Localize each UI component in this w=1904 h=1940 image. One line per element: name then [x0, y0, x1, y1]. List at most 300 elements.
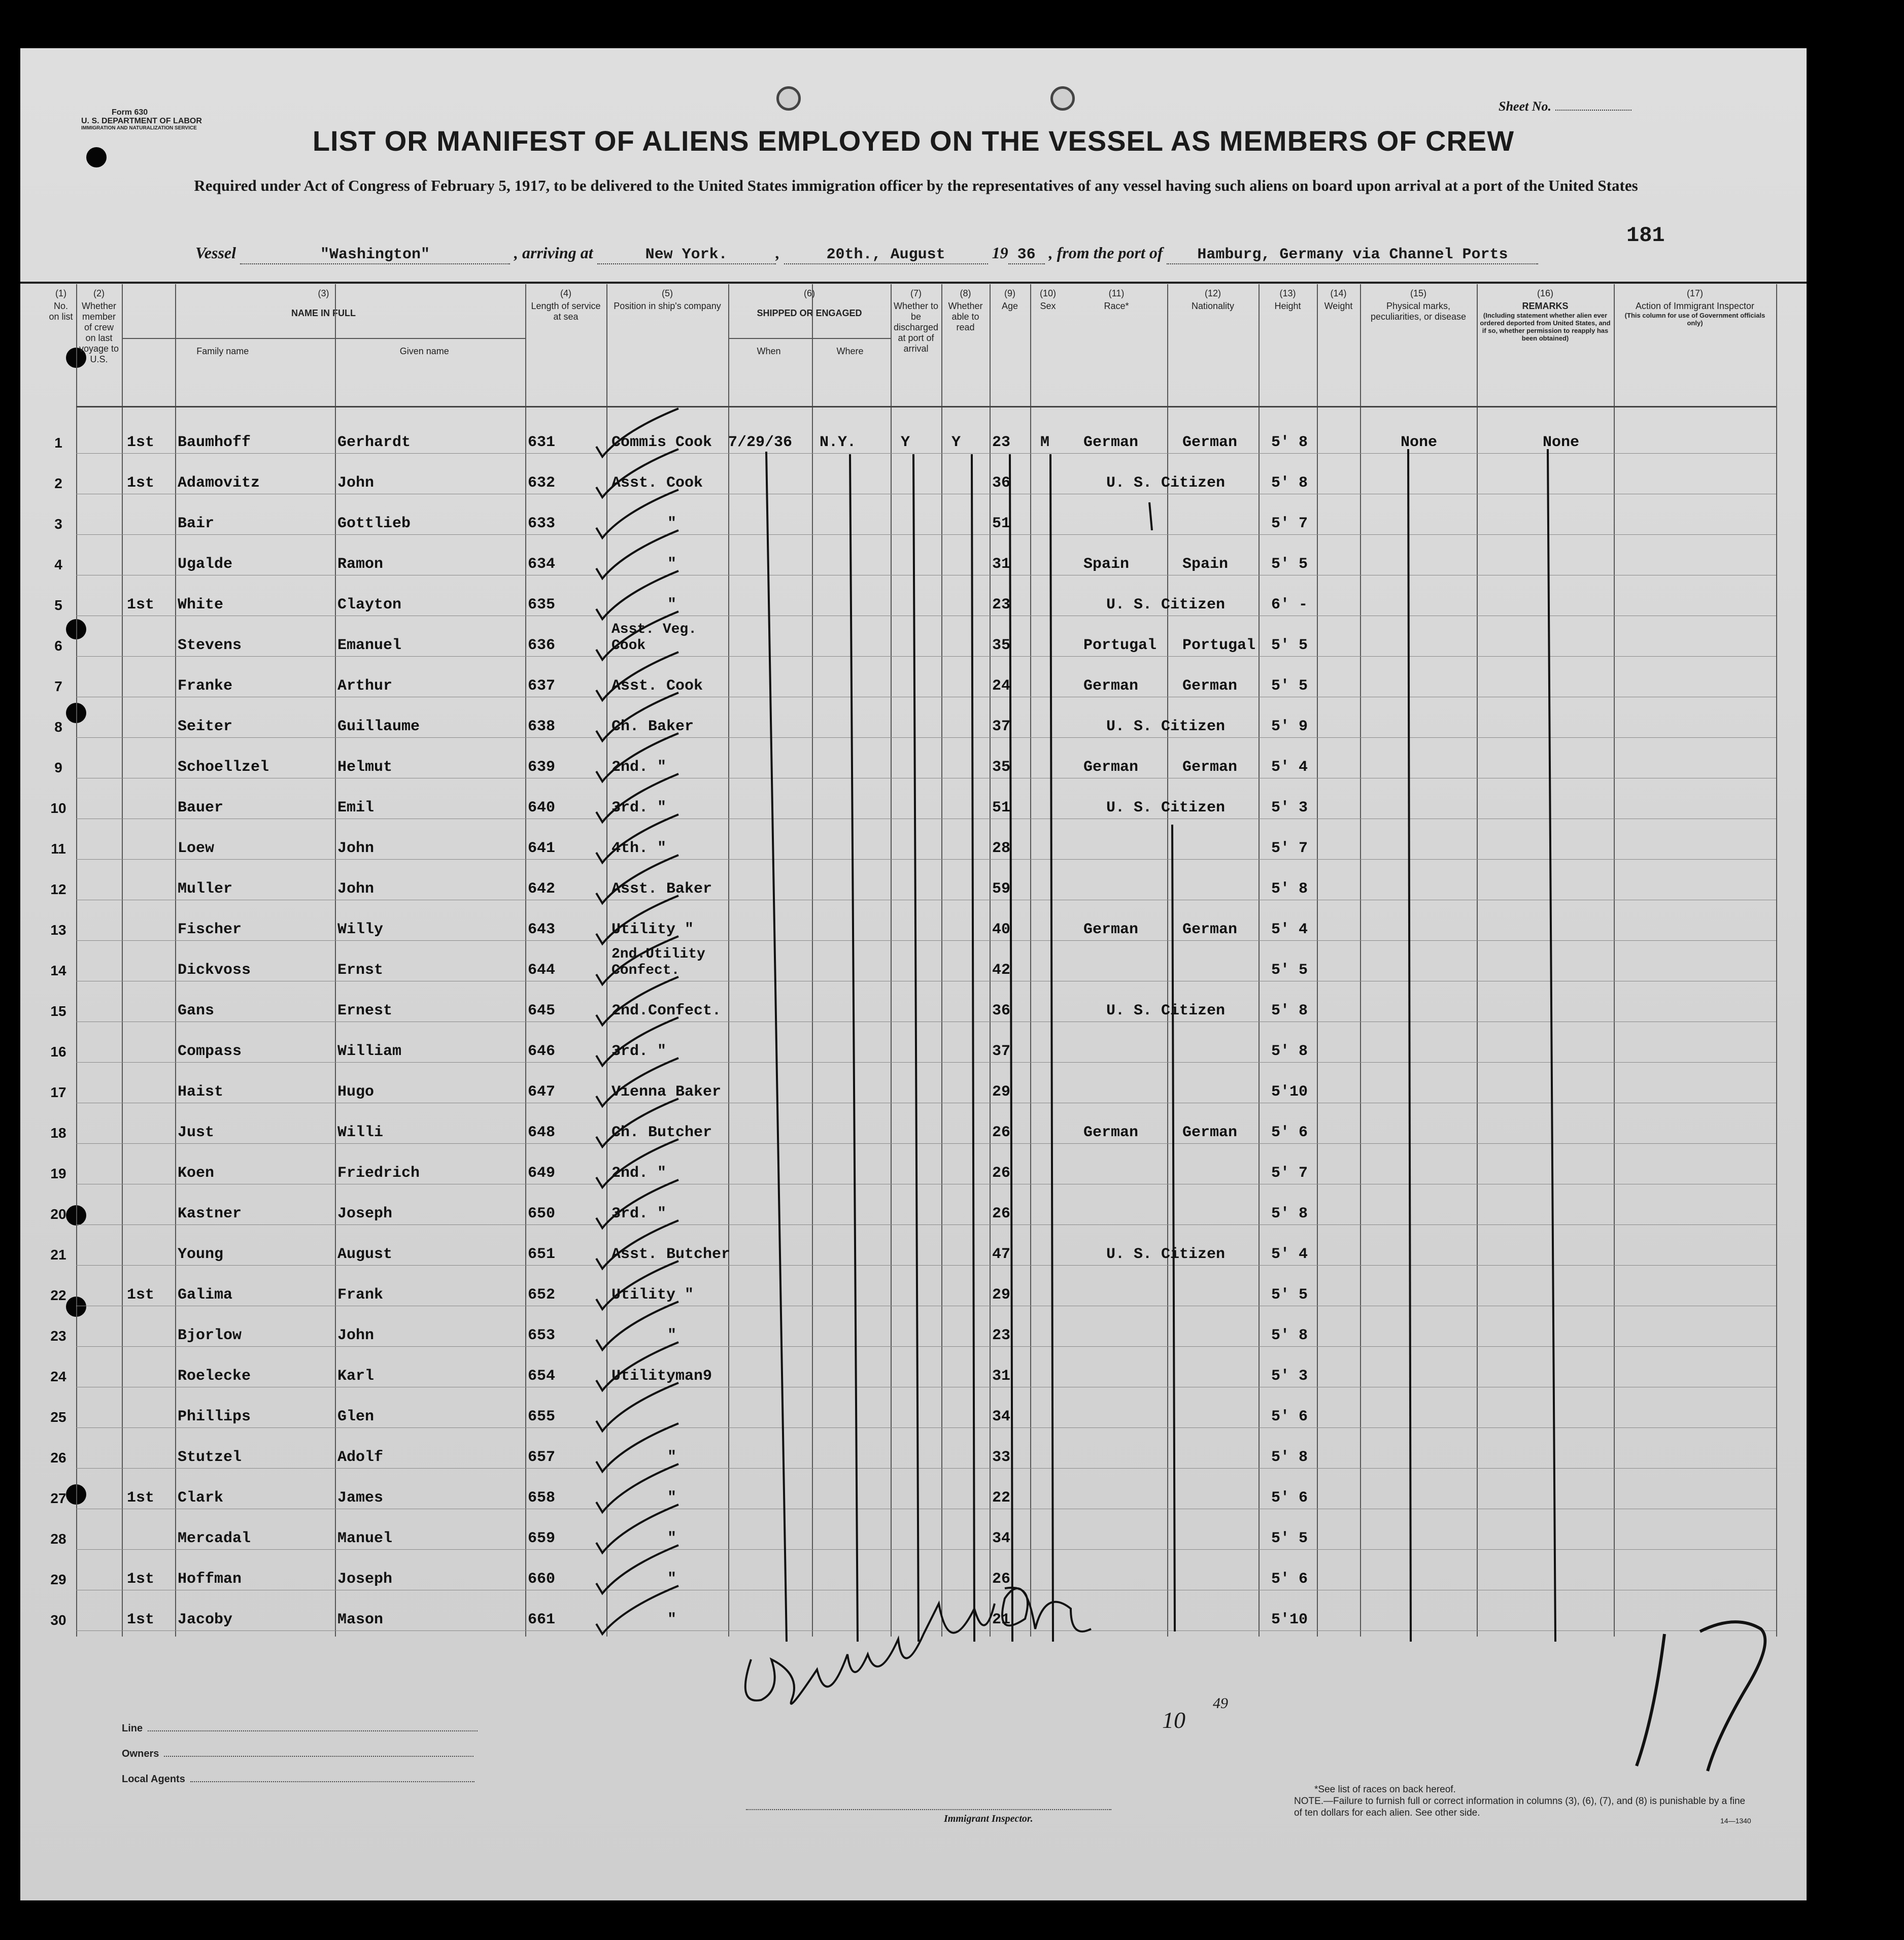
column-label: Whether to be discharged at port of arrival: [893, 301, 939, 354]
height-cell: 5' 3: [1271, 799, 1308, 816]
service-length-cell: 640: [528, 799, 556, 816]
column-number: (12): [1204, 288, 1221, 298]
service-length-cell: 632: [528, 474, 556, 492]
service-length-cell: 649: [528, 1165, 556, 1182]
height-cell: 5' 8: [1271, 1205, 1308, 1222]
height-cell: 5' 8: [1271, 1449, 1308, 1466]
row-number: 15: [50, 1003, 66, 1019]
column-number: (15): [1410, 288, 1426, 298]
race-nationality-cell: U. S. Citizen: [1106, 1246, 1226, 1263]
family-name-cell: Gans: [178, 1002, 215, 1019]
owners-field: Owners: [122, 1748, 473, 1760]
row-number: 2: [54, 475, 62, 491]
check-mark: [596, 1302, 678, 1350]
race-cell: German: [1083, 759, 1139, 776]
age-cell: 23: [992, 434, 1011, 451]
nationality-cell: German: [1182, 921, 1238, 938]
family-name-cell: Bair: [178, 515, 215, 532]
last-voyage-cell: 1st: [127, 596, 155, 614]
height-cell: 5' 5: [1271, 677, 1308, 695]
race-cell: Portugal: [1083, 637, 1157, 654]
column-number: (10): [1039, 288, 1056, 298]
family-name-cell: Just: [178, 1124, 215, 1141]
check-mark: [596, 1180, 678, 1228]
column-number: (4): [560, 288, 571, 298]
column-label: NAME IN FULL: [291, 308, 356, 318]
age-cell: 33: [992, 1449, 1011, 1466]
race-cell: Spain: [1083, 556, 1130, 573]
column-number: (9): [1004, 288, 1015, 298]
age-cell: 40: [992, 921, 1011, 938]
check-mark: [596, 977, 678, 1025]
race-nationality-cell: U. S. Citizen: [1106, 718, 1226, 735]
age-cell: 23: [992, 1327, 1011, 1344]
service-length-cell: 643: [528, 921, 556, 938]
family-name-cell: Koen: [178, 1165, 215, 1182]
column-number: (17): [1686, 288, 1703, 298]
height-cell: 5' 8: [1271, 880, 1308, 898]
service-length-cell: 638: [528, 718, 556, 735]
race-nationality-cell: U. S. Citizen: [1106, 596, 1226, 614]
age-cell: 24: [992, 677, 1011, 695]
column-label: Sex: [1040, 301, 1056, 311]
column-label: Physical marks, peculiarities, or disease: [1370, 301, 1467, 322]
age-cell: 35: [992, 759, 1011, 776]
page-subtitle: Required under Act of Congress of February 5, 1917, to be delivered to the United States immigration officer by the representatives of any vessel having such aliens on board upon arrival at a port of the United States: [194, 177, 1638, 194]
given-name-cell: Gottlieb: [337, 515, 411, 532]
row-number: 27: [50, 1490, 66, 1506]
family-name-cell: Fischer: [178, 921, 242, 938]
column-number: (16): [1537, 288, 1553, 298]
nationality-cell: German: [1182, 759, 1238, 776]
position-cell: ": [667, 1489, 677, 1507]
check-mark: [596, 1423, 678, 1472]
age-cell: 31: [992, 1368, 1011, 1385]
agents-field: Local Agents: [122, 1774, 474, 1785]
given-name-cell: Gerhardt: [337, 434, 411, 451]
check-mark: [596, 409, 678, 457]
row-number: 30: [50, 1612, 66, 1628]
age-cell: 34: [992, 1530, 1011, 1547]
given-name-cell: Ramon: [337, 556, 384, 573]
height-cell: 5' 8: [1271, 474, 1308, 492]
check-mark: [596, 733, 678, 781]
position-cell: Asst. Baker: [611, 880, 712, 898]
given-name-cell: Helmut: [337, 759, 393, 776]
check-mark: [596, 1139, 678, 1187]
position-cell: ": [667, 1327, 677, 1344]
row-number: 9: [54, 760, 62, 775]
family-name-cell: Phillips: [178, 1408, 251, 1425]
column-label: Height: [1274, 301, 1301, 311]
column-number: (2): [93, 288, 105, 298]
row-number: 24: [50, 1369, 66, 1384]
height-cell: 5' 8: [1271, 434, 1308, 451]
column-detail: (Including statement whether alien ever ordered deported from United States, and if so, whether permission to reapply has been obtained): [1480, 312, 1611, 342]
row-number: 7: [54, 678, 62, 694]
family-name-cell: Mercadal: [178, 1530, 251, 1547]
family-name-cell: Schoellzel: [178, 759, 269, 776]
age-cell: 23: [992, 596, 1011, 614]
arrival-year: 36: [1008, 246, 1045, 264]
arrival-date: 20th., August: [784, 246, 988, 264]
check-mark: [596, 1017, 678, 1066]
service-length-cell: 658: [528, 1489, 556, 1507]
position-cell: Utilityman9: [611, 1368, 712, 1385]
height-cell: 5' 8: [1271, 1043, 1308, 1060]
service-length-cell: 652: [528, 1286, 556, 1304]
age-cell: 26: [992, 1205, 1011, 1222]
handwritten-total-strokes: [1637, 1622, 1765, 1771]
nationality-cell: German: [1182, 677, 1238, 695]
position-cell: Asst. Butcher: [611, 1246, 731, 1263]
service-length-cell: 654: [528, 1368, 556, 1385]
row-number: 16: [50, 1044, 66, 1060]
column-label: Length of service at sea: [531, 301, 601, 322]
height-cell: 5' 8: [1271, 1327, 1308, 1344]
family-name-cell: Kastner: [178, 1205, 242, 1222]
age-cell: 26: [992, 1571, 1011, 1588]
race-nationality-cell: U. S. Citizen: [1106, 474, 1226, 492]
service-length-cell: 646: [528, 1043, 556, 1060]
family-name-cell: Young: [178, 1246, 224, 1263]
check-mark: [596, 814, 678, 863]
service-length-cell: 635: [528, 596, 556, 614]
age-cell: 37: [992, 1043, 1011, 1060]
age-cell: 35: [992, 637, 1011, 654]
family-name-cell: Hoffman: [178, 1571, 242, 1588]
vessel-line: Vessel "Washington" , arriving at New York. , 20th., August 19 36 , from the port of Hamburg, Germany via Channel Ports: [195, 244, 1538, 264]
given-name-cell: Adolf: [337, 1449, 384, 1466]
column-sublabel: Where: [836, 346, 864, 356]
position-cell: 3rd. ": [611, 1205, 667, 1222]
vessel-name: "Washington": [240, 246, 510, 264]
check-mark: [596, 1464, 678, 1512]
row-number: 23: [50, 1328, 66, 1344]
age-cell: 29: [992, 1286, 1011, 1304]
height-cell: 5' 3: [1271, 1368, 1308, 1385]
position-cell: ": [667, 1611, 677, 1628]
height-cell: 5' 6: [1271, 1571, 1308, 1588]
height-cell: 5' 6: [1271, 1124, 1308, 1141]
column-label: Whether able to read: [948, 301, 983, 332]
check-mark: [596, 1058, 678, 1106]
height-cell: 5'10: [1271, 1083, 1308, 1101]
row-number: 22: [50, 1287, 66, 1303]
column-label: Race*: [1104, 301, 1129, 311]
row-number: 5: [54, 597, 62, 613]
service-length-cell: 648: [528, 1124, 556, 1141]
check-mark: [596, 1342, 678, 1390]
column-label: Position in ship's company: [614, 301, 721, 311]
inspector-label: Immigrant Inspector.: [944, 1813, 1033, 1824]
position-cell: Utility ": [611, 921, 694, 938]
manifest-sheet: [20, 48, 1807, 1900]
service-length-cell: 653: [528, 1327, 556, 1344]
row-number: 12: [50, 881, 66, 897]
check-mark: [596, 652, 678, 700]
page-title: LIST OR MANIFEST OF ALIENS EMPLOYED ON THE VESSEL AS MEMBERS OF CREW: [312, 125, 1515, 157]
position-cell: Ch. Baker: [611, 718, 694, 735]
last-voyage-cell: 1st: [127, 1286, 155, 1304]
check-mark: [596, 571, 678, 619]
family-name-cell: Bauer: [178, 799, 224, 816]
given-name-cell: John: [337, 1327, 375, 1344]
family-name-cell: Bjorlow: [178, 1327, 242, 1344]
position-cell: ": [667, 1571, 677, 1588]
height-cell: 5' 6: [1271, 1408, 1308, 1425]
row-number: 25: [50, 1409, 66, 1425]
check-mark: [596, 1261, 678, 1309]
physical-marks-cell: None: [1401, 434, 1438, 451]
inspector-signature-line: [746, 1809, 1111, 1810]
height-cell: 5' 5: [1271, 1286, 1308, 1304]
family-name-cell: Seiter: [178, 718, 233, 735]
service-length-cell: 647: [528, 1083, 556, 1101]
age-cell: 36: [992, 474, 1011, 492]
position-cell: 2nd.Confect.: [611, 1002, 722, 1019]
service-length-cell: 661: [528, 1611, 556, 1628]
family-name-cell: White: [178, 596, 224, 614]
handwritten-count: 10: [1162, 1707, 1185, 1733]
height-cell: 5' 7: [1271, 840, 1308, 857]
position-cell: 3rd. ": [611, 799, 667, 816]
column-number: (14): [1330, 288, 1347, 298]
given-name-cell: Friedrich: [337, 1165, 420, 1182]
given-name-cell: John: [337, 840, 375, 857]
check-mark: [596, 855, 678, 903]
column-number: (8): [960, 288, 971, 298]
check-mark: [596, 1383, 678, 1431]
row-number: 8: [54, 719, 62, 735]
given-name-cell: John: [337, 880, 375, 898]
family-name-cell: Stutzel: [178, 1449, 242, 1466]
check-mark: [596, 693, 678, 741]
last-voyage-cell: 1st: [127, 1611, 155, 1628]
position-cell: Asst. Cook: [611, 677, 703, 695]
given-name-cell: Joseph: [337, 1205, 393, 1222]
form-number: Form 630 U. S. DEPARTMENT OF LABOR IMMIGRATION AND NATURALIZATION SERVICE: [81, 108, 202, 131]
nationality-cell: Portugal: [1182, 637, 1256, 654]
height-cell: 5' 5: [1271, 637, 1308, 654]
check-mark: [596, 1220, 678, 1269]
arrival-port: New York.: [597, 246, 776, 264]
column-label: Weight: [1324, 301, 1353, 311]
height-cell: 5'10: [1271, 1611, 1308, 1628]
age-cell: 42: [992, 962, 1011, 979]
sex-cell: M: [1040, 434, 1050, 451]
position-cell: 2nd. ": [611, 759, 667, 776]
age-cell: 22: [992, 1489, 1011, 1507]
row-number: 18: [50, 1125, 66, 1141]
age-cell: 59: [992, 880, 1011, 898]
race-nationality-cell: U. S. Citizen: [1106, 799, 1226, 816]
handwritten-count-small: 49: [1213, 1695, 1228, 1712]
row-number: 10: [50, 800, 66, 816]
check-mark: [596, 1099, 678, 1147]
race-cell: German: [1083, 434, 1139, 451]
given-name-cell: John: [337, 474, 375, 492]
family-name-cell: Franke: [178, 677, 233, 695]
position-cell: 2nd.Utility Confect.: [611, 946, 705, 978]
position-cell: 4th. ": [611, 840, 667, 857]
column-label: Age: [1001, 301, 1018, 311]
column-sublabel: Given name: [399, 346, 449, 356]
row-number: 14: [50, 963, 66, 978]
position-cell: Asst. Cook: [611, 474, 703, 492]
height-cell: 5' 8: [1271, 1002, 1308, 1019]
service-length-cell: 641: [528, 840, 556, 857]
check-mark: [596, 1586, 678, 1634]
service-length-cell: 659: [528, 1530, 556, 1547]
position-cell: ": [667, 596, 677, 614]
sheet-number-field: Sheet No.: [1499, 99, 1631, 114]
given-name-cell: Emil: [337, 799, 375, 816]
family-name-cell: Clark: [178, 1489, 224, 1507]
column-number: (11): [1108, 288, 1125, 298]
service-length-cell: 639: [528, 759, 556, 776]
height-cell: 5' 4: [1271, 759, 1308, 776]
given-name-cell: James: [337, 1489, 384, 1507]
age-cell: 26: [992, 1124, 1011, 1141]
given-name-cell: Ernst: [337, 962, 384, 979]
given-name-cell: Frank: [337, 1286, 384, 1304]
check-mark: [596, 449, 678, 497]
row-number: 21: [50, 1247, 66, 1263]
age-cell: 21: [992, 1611, 1011, 1628]
footnote: *See list of races on back hereof. NOTE.—Failure to furnish full or correct information in columns (3), (6), (7), and (8) is punishable by a fine of ten dollars for each alien. See other side.: [1294, 1784, 1746, 1818]
height-cell: 5' 5: [1271, 556, 1308, 573]
row-number: 4: [54, 557, 62, 572]
service-length-cell: 631: [528, 434, 556, 451]
column-number: (13): [1279, 288, 1296, 298]
position-cell: ": [667, 515, 677, 532]
column-label: Whether member of crew on last voyage to U.S.: [79, 301, 119, 364]
given-name-cell: Guillaume: [337, 718, 420, 735]
row-number: 3: [54, 516, 62, 532]
column-label: SHIPPED OR ENGAGED: [757, 308, 862, 318]
remarks-cell: None: [1543, 434, 1580, 451]
position-cell: Asst. Veg. Cook: [611, 622, 697, 654]
row-number: 20: [50, 1206, 66, 1222]
column-sublabel: Family name: [196, 346, 249, 356]
given-name-cell: Clayton: [337, 596, 402, 614]
position-cell: Commis Cook: [611, 434, 712, 451]
family-name-cell: Muller: [178, 880, 233, 898]
column-number: (3): [318, 288, 329, 298]
service-length-cell: 657: [528, 1449, 556, 1466]
discharge-cell: Y: [901, 434, 910, 451]
handwritten-sheet-number: 181: [1626, 223, 1665, 248]
read-cell: Y: [951, 434, 961, 451]
height-cell: 5' 5: [1271, 1530, 1308, 1547]
race-cell: German: [1083, 921, 1139, 938]
height-cell: 6' -: [1271, 596, 1308, 614]
given-name-cell: Karl: [337, 1368, 375, 1385]
line-field: Line: [122, 1723, 478, 1734]
row-number: 11: [51, 841, 66, 857]
given-name-cell: Arthur: [337, 677, 393, 695]
position-cell: ": [667, 1530, 677, 1547]
service-length-cell: 637: [528, 677, 556, 695]
column-sublabel: When: [757, 346, 781, 356]
form-code: 14—1340: [1720, 1817, 1751, 1825]
shipped-where-cell: N.Y.: [820, 434, 857, 451]
family-name-cell: Dickvoss: [178, 962, 251, 979]
family-name-cell: Baumhoff: [178, 434, 251, 451]
age-cell: 26: [992, 1165, 1011, 1182]
service-length-cell: 633: [528, 515, 556, 532]
given-name-cell: Joseph: [337, 1571, 393, 1588]
column-number: (6): [804, 288, 815, 298]
nationality-cell: Spain: [1182, 556, 1229, 573]
given-name-cell: Willy: [337, 921, 384, 938]
height-cell: 5' 7: [1271, 515, 1308, 532]
check-mark: [596, 1505, 678, 1553]
service-length-cell: 642: [528, 880, 556, 898]
nationality-cell: German: [1182, 434, 1238, 451]
given-name-cell: Willi: [337, 1124, 384, 1141]
age-cell: 36: [992, 1002, 1011, 1019]
column-number: (5): [662, 288, 673, 298]
family-name-cell: Stevens: [178, 637, 242, 654]
service-length-cell: 660: [528, 1571, 556, 1588]
row-number: 29: [50, 1572, 66, 1587]
family-name-cell: Compass: [178, 1043, 242, 1060]
position-cell: ": [667, 1449, 677, 1466]
position-cell: 2nd. ": [611, 1165, 667, 1182]
race-cell: German: [1083, 1124, 1139, 1141]
service-length-cell: 634: [528, 556, 556, 573]
family-name-cell: Galima: [178, 1286, 233, 1304]
check-mark: [596, 774, 678, 822]
position-cell: 3rd. ": [611, 1043, 667, 1060]
given-name-cell: Mason: [337, 1611, 384, 1628]
column-label: Action of Immigrant Inspector: [1635, 301, 1755, 311]
height-cell: 5' 9: [1271, 718, 1308, 735]
given-name-cell: Manuel: [337, 1530, 393, 1547]
handwritten-marks: [20, 48, 1807, 1900]
age-cell: 34: [992, 1408, 1011, 1425]
family-name-cell: Haist: [178, 1083, 224, 1101]
row-number: 1: [54, 435, 62, 451]
age-cell: 51: [992, 799, 1011, 816]
check-mark: [596, 896, 678, 944]
given-name-cell: Emanuel: [337, 637, 402, 654]
service-length-cell: 651: [528, 1246, 556, 1263]
service-length-cell: 644: [528, 962, 556, 979]
race-nationality-cell: U. S. Citizen: [1106, 1002, 1226, 1019]
row-number: 17: [50, 1084, 66, 1100]
height-cell: 5' 5: [1271, 962, 1308, 979]
age-cell: 28: [992, 840, 1011, 857]
last-voyage-cell: 1st: [127, 1571, 155, 1588]
column-label: Nationality: [1191, 301, 1235, 311]
column-label: REMARKS: [1522, 301, 1569, 311]
service-length-cell: 645: [528, 1002, 556, 1019]
position-cell: Vienna Baker: [611, 1083, 722, 1101]
race-cell: German: [1083, 677, 1139, 695]
row-number: 19: [50, 1166, 66, 1181]
height-cell: 5' 4: [1271, 921, 1308, 938]
age-cell: 51: [992, 515, 1011, 532]
given-name-cell: Glen: [337, 1408, 375, 1425]
service-length-cell: 636: [528, 637, 556, 654]
family-name-cell: Ugalde: [178, 556, 233, 573]
position-cell: ": [667, 556, 677, 573]
column-detail: (This column for use of Government officials only): [1624, 312, 1765, 327]
check-mark: [596, 490, 678, 538]
